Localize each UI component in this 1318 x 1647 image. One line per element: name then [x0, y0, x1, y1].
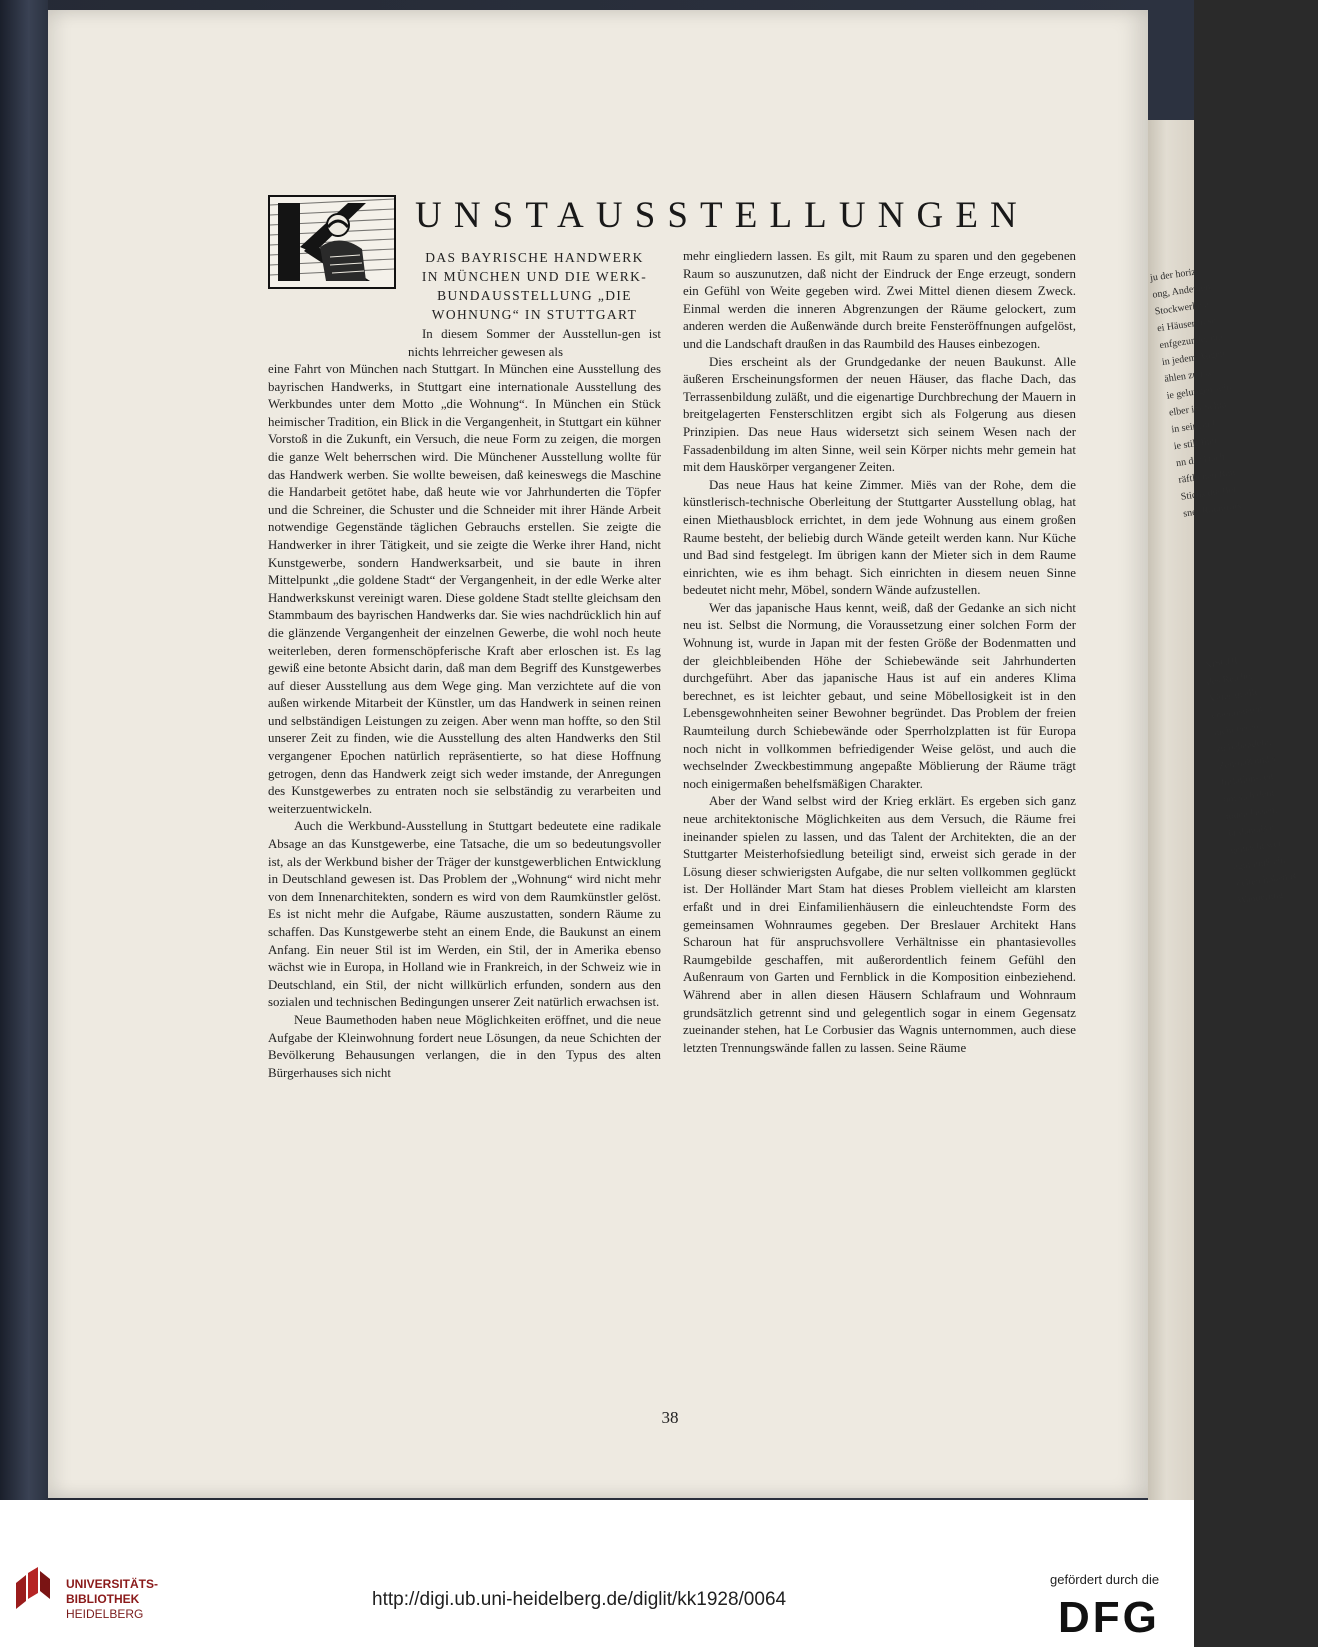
facing-page-line: ählen zu las	[1163, 367, 1212, 385]
facing-page-line: ür damals e	[1227, 822, 1275, 840]
facing-page-line: enfgezunde, um	[1158, 331, 1224, 352]
body-paragraph: Dies erscheint als der Grundgedanke der neuen Baukunst. Alle äußeren Erscheinungsformen der neuen Häuser, das flache Dach, das Terrassenbildung zuläßt, und die eigenartige Durchbrechung der Mauern in breitgelagerten Fensterschlitzen ergibt sich als Folgerung aus diesen Prinzipien. Das neue Haus widersetzt sich seinem Wesen nach der Fassadenbildung im alten Sinne, weil sein Körper nichts mehr gemein hat mit dem Hauskörper vergangener Zeiten.	[683, 354, 1076, 475]
dfg-logo[interactable]: DFG	[1058, 1593, 1160, 1642]
body-paragraph: Aber der Wand selbst wird der Krieg erklärt. Es ergeben sich ganz neue architektonische Möglichkeiten aus dem Versuch, die Räume frei ineinander spielen zu lassen, und das Talent der Architekten, die an der Stuttgarter Meisterhofsiedlung beteiligt sind, erweist sich gerade in der Lösung dieser schwierigsten Aufgabe, die nur selten vollkommen geglückt ist. Der Holländer Mart Stam hat dieses Problem vielleicht am klarsten erfaßt und in drei Einfamilienhäusern die einleuchtendste Form des gemeinsamen Wohnraumes gegeben. Der Breslauer Architekt Hans Scharoun hat für anspruchsvollere Verhältnisse ein phantasievolles Raumgebilde geschaffen, mit außerordentlich feinem Gefühl den Außenraum von Garten und Fernblick in die Komposition einbeziehend. Während aber in allen diesen Häusern Schlafraum und Wohnraum grundsätzlich getrennt sind und gelegentlich sogar in einem Gegensatz zueinander stehen, hat Le Corbusier das Wagnis unternommen, auch diese letzten Trennungswände fallen zu lassen. Seine Räume	[683, 794, 1076, 1055]
library-name[interactable]	[66, 1577, 158, 1622]
viewer-footer	[0, 1500, 1194, 1647]
facing-page-line: Stockwerke e	[1154, 299, 1210, 318]
facing-page-line: ie gelungen sein	[1165, 381, 1232, 402]
facing-page-line: ugut muß ein	[1232, 854, 1287, 874]
facing-page-line: Stichs die Bel	[1180, 484, 1237, 503]
facing-page-line: ei Häuser in se	[1156, 315, 1217, 335]
facing-page-line: gemacht wer	[1229, 838, 1283, 857]
sponsor-caption: gefördert durch die	[1050, 1572, 1160, 1587]
initial-k-woodcut-icon	[270, 197, 394, 287]
facing-page-line: Zeiten hoben R	[1234, 870, 1298, 890]
facing-page-line: NISCHE	[1203, 655, 1242, 672]
article-title: UNSTAUSSTELLUNGEN	[415, 195, 1029, 236]
intro-column	[408, 326, 661, 361]
facing-page-edge	[1148, 120, 1298, 1500]
facing-page-line: nn der Dach	[1175, 451, 1226, 470]
body-paragraph: Das neue Haus hat keine Zimmer. Miës van der Rohe, dem die künstlerisch-technische Oberleitung der Stuttgarter Ausstellung oblag, hat einen Miethausblock errichtet, in dem jede Wohnung aus einem großen Raume besteht, der beliebig durch Wände geteilt werden kann. Nur Küche und Bad sind festgelegt. Im übrigen kann der Mieter sich in dem Raume einrichten, wie es ihm behagt. Sich einrichten in diesem neuen Sinne bedeutet nicht mehr, Möbel, sondern Wände aufzustellen.	[683, 477, 1076, 598]
book-binding	[0, 0, 48, 1500]
facing-page-line: räftlichen Rau	[1177, 467, 1236, 486]
right-column	[683, 248, 1076, 1057]
subtitle-line: IN MÜNCHEN UND DIE WERK-	[421, 269, 648, 284]
facing-page-line: Wanderung	[1236, 889, 1284, 907]
facing-page-line: Väfer in alle	[1208, 686, 1260, 705]
facing-page-line: ie still Ihm	[1173, 435, 1218, 453]
facing-page-text	[1149, 259, 1318, 910]
subtitle-line: DAS BAYRISCHE HANDWERK	[425, 250, 644, 265]
library-name-line: BIBLIOTHEK	[66, 1592, 140, 1606]
facing-page-line: elber im Schla	[1168, 399, 1228, 419]
facing-page-line: in jedem Augen	[1161, 348, 1226, 369]
facing-page-line: um sich deut	[1222, 787, 1275, 806]
facing-page-line: Inflationszeit	[1220, 770, 1275, 789]
facing-page-line: sner Raumfors	[1182, 500, 1243, 520]
body-paragraph: eine Fahrt von München nach Stuttgart. In München eine Ausstellung des bayrischen Handwerks, in Stuttgart eine internationale Ausstellung des Werkbundes unter dem Motto „die Wohnung“. In München ein Stück heimischer Tradition, ein Blick in die Vergangenheit, in Stuttgart ein kühner Vorstoß in die Zukunft, ein Versuch, die neue Form zu zeigen, die morgen die ganze Welt beherrschen wird. Die Münchener Ausstellung wollte für das Handwerk werben. Sie wollte beweisen, daß keineswegs die Maschine die Handarbeit getötet habe, daß heute wie vor Jahrhunderten die Töpfer und die Schreiner, die Schuster und die Schneider mit ihrer Hände Arbeit notwendige Gegenstände täglichen Gebrauchs erstellen. Sie zeigte die Handwerker in ihrer Tätigkeit, und sie zeigte die Werke ihrer Hand, nicht Kunstgewerbe, sondern Handwerksarbeit, und sie baute in ihren Mittelpunkt „die goldene Stadt“ der Vergangenheit, in der edle Werke alter Handwerkskunst vereinigt waren. Diese goldene Stadt stellte gleichsam den Stammbaum des bayrischen Handwerks dar. Sie wies nachdrücklich hin auf die glänzende Vergangenheit der einzelnen Gewerbe, die wohl noch heute weiterleben, deren formenschöpferische Kraft aber erloschen ist. Es lag gewiß eine betonte Absicht darin, daß man dem Begriff des Kunstgewerbes auf dieser Ausstellung aus dem Wege ging. Man verzichtete auf die von außen wirkende Mitarbeit der Künstler, um das Handwerk in seinen reinen und selbständigen Leistungen zu zeigen. Aber wenn man hoffte, so den Stil unserer Zeit zu finden, wie die Ausstellung des alten Handwerks den Stil vergangener Epochen natürlich repräsentierte, so hat diese Hoffnung getrogen, denn das Handwerk zeigt sich weder imstande, der Anregungen des Kunstgewerbes zu entraten noch sie selbständig zu verarbeiten und weiterzuentwickeln.	[268, 362, 661, 816]
decorated-initial-k	[268, 195, 396, 289]
body-paragraph: Neue Baumethoden haben neue Möglichkeiten eröffnet, und die neue Aufgabe der Kleinwohnung fordert neue Lösungen, da neue Schichten der Bevölkerung Behausungen verlangen, die in den Typus des alten Bürgerhauses sich nicht	[268, 1012, 661, 1080]
university-library-logo-icon	[12, 1565, 54, 1613]
left-column	[268, 361, 661, 1082]
facing-page-line: des Reiche,	[1206, 670, 1254, 688]
intro-paragraph: In diesem Sommer der Ausstellun-gen ist nichts lehrreicher gewesen als	[408, 327, 661, 359]
facing-page-line: nicht bereit	[1213, 721, 1260, 739]
article-subtitle	[408, 248, 661, 324]
facing-page-line: zu behandeln,	[1215, 736, 1273, 756]
body-paragraph: mehr eingliedern lassen. Es gilt, mit Raum zu sparen und den gegebenen Raum so auszunutzen, daß nicht der Eindruck der Enge erzeugt, sondern ein Gefühl von Weite gegeben wird. Zwei Mittel dienen diesem Zweck. Einmal werden die inneren Abgrenzungen der Räume gelockert, zum anderen werden die Außenwände durch breite Fensteröffnungen aufgelöst, und die Landschaft draußen in das Raumbild des Hauses einbezogen.	[683, 249, 1076, 351]
facing-page-line: in seinem F	[1170, 417, 1219, 436]
body-paragraph: Auch die Werkbund-Ausstellung in Stuttgart bedeutete eine radikale Absage an das Kunstgewerbe, eine Tatsache, die um so bedeutungsvoller ist, als der Werkbund bisher der Träger der kunstgewerblichen Entwicklung in Deutschland gewesen ist. Das Problem der „Wohnung“ wird nicht mehr von dem Innenarchitekten, sondern es wird von dem Raumkünstler gelöst. Es ist nicht mehr die Aufgabe, Räume auszustatten, sondern Räume zu schaffen. Das Kunstgewerbe steht an einem Ende, die Baukunst an einem Anfang. Ein neuer Stil ist im Werden, ein Stil, der in Amerika ebenso wächst wie in Europa, in Holland wie in Frankreich, in der Schweiz wie in Deutschland, ein Stil, der nicht willkürlich erfunden, sondern aus den sozialen und technischen Bedingungen unserer Zeit natürlich erwachsen ist.	[268, 819, 661, 1010]
library-name-line: HEIDELBERG	[66, 1607, 144, 1621]
library-name-line: UNIVERSITÄTS-	[66, 1577, 159, 1591]
permalink-url[interactable]: http://digi.ub.uni-heidelberg.de/diglit/kk1928/0064	[372, 1589, 787, 1610]
page-number: 38	[661, 1408, 679, 1427]
facing-page-line: ju der horiz	[1149, 266, 1197, 284]
subtitle-line: WOHNUNG“ IN STUTTGART	[431, 307, 638, 322]
facing-page-line: Zeitmaß und s	[1218, 753, 1277, 773]
subtitle-line: BUNDAUSSTELLUNG „DIE	[437, 288, 632, 303]
facing-page-line: ong, Andeuten	[1151, 281, 1212, 301]
facing-page-line: ementisieren	[1210, 703, 1264, 722]
facing-page-line: mden lassen,	[1225, 804, 1278, 823]
body-paragraph: Wer das japanische Haus kennt, weiß, daß der Gedanke an sich nicht neu ist. Selbst die Normung, die Voraussetzung einer solchen Form der Wohnung ist, wurde in Japan mit der festen Größe der Bodenmatten und der gleichbleibenden Höhe der Schiebewände seit Jahrhunderten durchgeführt. Aber das japanische Haus ist auf ein anderes Klima berechnet, es ist leichter gebaut, und seine Möbellosigkeit ist in den Lebensgewohnheiten seiner Bewohner begründet. Das Problem der freien Raumteilung durch Schiebewände oder Sperrholzplatten ist für Europa noch nicht in vollkommen befriedigender Weise gelöst, und auch die wechselnder Zweckbestimmung angepaßte Möblierung der Räume trägt noch einigermaßen behelfsmäßigen Charakter.	[683, 600, 1076, 791]
